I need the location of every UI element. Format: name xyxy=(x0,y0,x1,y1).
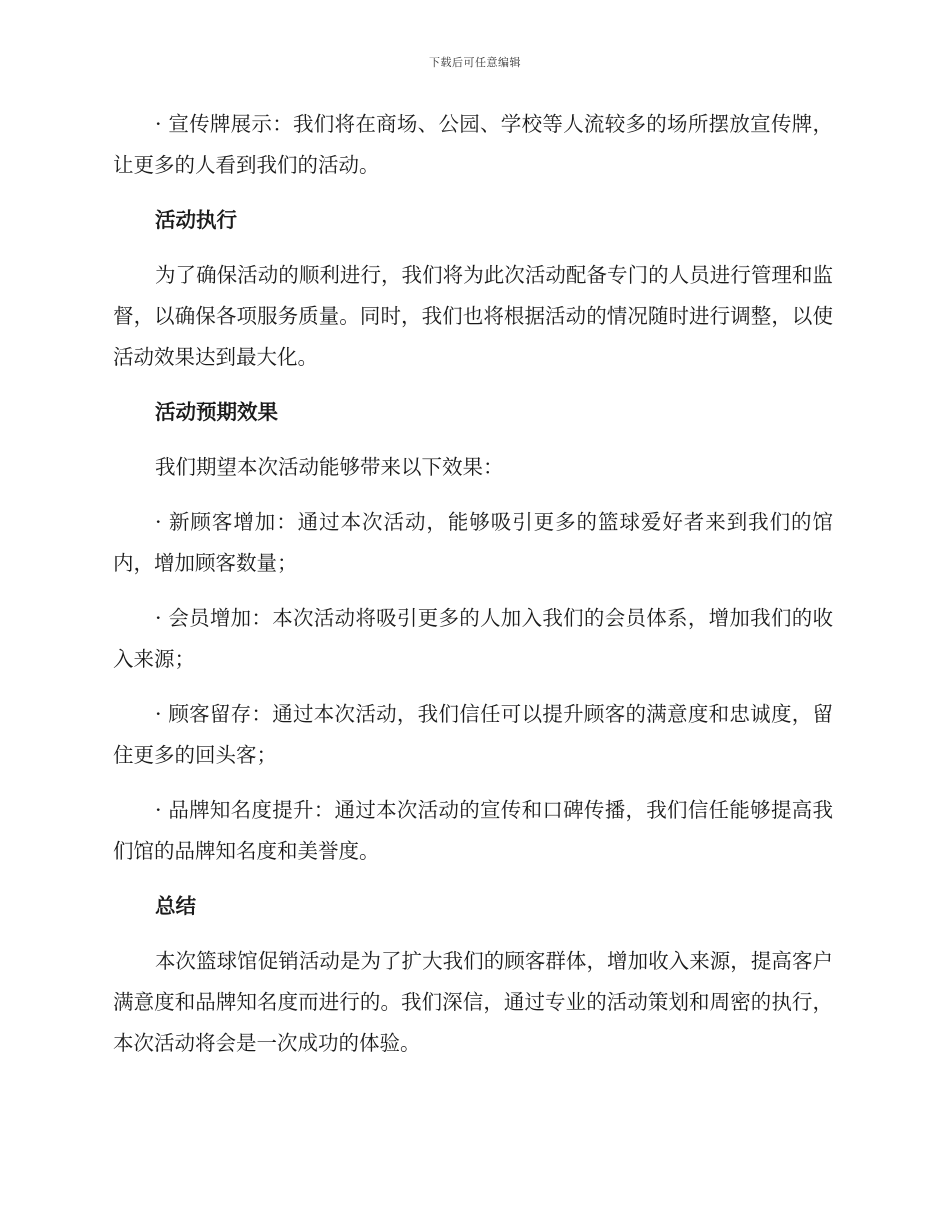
paragraph-brand-awareness: · 品牌知名度提升：通过本次活动的宣传和口碑传播，我们信任能够提高我们馆的品牌知名度和美誉度。 xyxy=(113,798,833,863)
paragraph-expectation-intro: 我们期望本次活动能够带来以下效果： xyxy=(155,455,504,479)
paragraph-customer-retention: · 顾客留存：通过本次活动，我们信任可以提升顾客的满意度和忠诚度，留住更多的回头客； xyxy=(113,702,833,767)
paragraph-new-customers: · 新顾客增加：通过本次活动，能够吸引更多的篮球爱好者来到我们的馆内，增加顾客数量； xyxy=(113,510,833,575)
paragraph-billboard-display: · 宣传牌展示：我们将在商场、公园、学校等人流较多的场所摆放宣传牌，让更多的人看到我们的活动。 xyxy=(113,112,833,177)
paragraph-summary: 本次篮球馆促销活动是为了扩大我们的顾客群体，增加收入来源，提高客户满意度和品牌知名度而进行的。我们深信，通过专业的活动策划和周密的执行，本次活动将会是一次成功的体验。 xyxy=(113,949,833,1055)
heading-expected-effects: 活动预期效果 xyxy=(155,400,278,424)
page-header: 下载后可任意编辑 xyxy=(429,56,521,69)
heading-summary: 总结 xyxy=(155,894,196,918)
paragraph-member-increase: · 会员增加：本次活动将吸引更多的人加入我们的会员体系，增加我们的收入来源； xyxy=(113,606,833,671)
document-body xyxy=(113,104,833,1078)
heading-activity-execution: 活动执行 xyxy=(155,208,237,232)
paragraph-execution: 为了确保活动的顺利进行，我们将为此次活动配备专门的人员进行管理和监督，以确保各项服务质量。同时，我们也将根据活动的情况随时进行调整，以使活动效果达到最大化。 xyxy=(113,263,833,369)
